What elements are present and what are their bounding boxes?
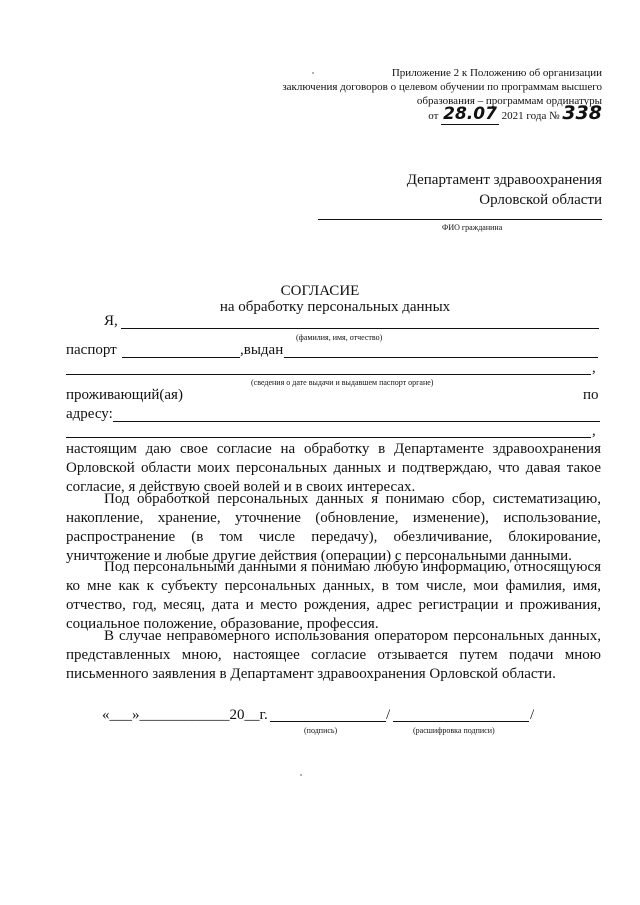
issued-details-field[interactable] bbox=[66, 374, 591, 375]
paragraph-revocation: В случае неправомерного использования оператором персональных данных, представленных мною, настоящее согласие отзывается путем подачи мною письменного заявления в Департамент здравоохранения Орловской области. bbox=[66, 628, 601, 682]
po-label: по bbox=[583, 387, 599, 403]
number-handwritten: 338 bbox=[562, 102, 602, 124]
paragraph-personal-data: Под персональными данными я понимаю любую информацию, относящуюся ко мне как к субъекту персональных данных, в том числе, мои фамилия, имя, отчество, год, месяц, дата и место рождения, адрес регистрации и проживания, социальное положение, образование, профессия. bbox=[66, 559, 601, 632]
signature-field[interactable] bbox=[270, 721, 386, 722]
i-label: Я, bbox=[104, 313, 118, 329]
fullname-field[interactable] bbox=[121, 328, 599, 329]
fio-line[interactable] bbox=[318, 219, 602, 220]
residing-label: проживающий(ая) bbox=[66, 387, 183, 403]
signature-caption: (подпись) bbox=[304, 726, 338, 735]
date-handwritten: 28.07 bbox=[443, 104, 497, 124]
address-field-2[interactable] bbox=[66, 437, 591, 438]
document-title: СОГЛАСИЕ bbox=[280, 283, 360, 299]
issued-comma: , bbox=[592, 360, 596, 376]
recipient-line-1: Департамент здравоохранения bbox=[406, 172, 602, 188]
signature-slash-1: / bbox=[386, 707, 391, 723]
document-subtitle: на обработку персональных данных bbox=[219, 299, 451, 315]
signature-decode-caption: (расшифровка подписи) bbox=[413, 726, 495, 735]
address-comma: , bbox=[592, 423, 596, 439]
fio-caption: ФИО гражданина bbox=[442, 223, 503, 232]
recipient-line-2: Орловской области bbox=[479, 192, 602, 208]
paragraph-consent: настоящим даю свое согласие на обработку в Департаменте здравоохранения Орловской области моих персональных данных и подтверждаю, что давая такое согласие, я действую своей волей и в своих интересах. bbox=[66, 441, 601, 495]
scan-speck bbox=[312, 72, 314, 74]
issued-caption: (сведения о дате выдачи и выдавшем паспорт органе) bbox=[251, 378, 434, 387]
signature-decode-field[interactable] bbox=[393, 721, 529, 722]
address-label: адресу: bbox=[66, 406, 113, 422]
issued-label: ,выдан bbox=[240, 342, 284, 358]
passport-label: паспорт bbox=[66, 342, 117, 358]
appendix-line-1: Приложение 2 к Положению об организации bbox=[391, 67, 602, 79]
passport-field[interactable] bbox=[122, 357, 240, 358]
issued-field[interactable] bbox=[284, 357, 598, 358]
signature-slash-2: / bbox=[530, 707, 535, 723]
appendix-line-3: образования – программам ординатуры bbox=[416, 95, 602, 107]
appendix-line-2: заключения договоров о целевом обучении по программам высшего bbox=[282, 81, 602, 93]
scan-speck bbox=[300, 774, 302, 776]
date-suffix: 2021 года № bbox=[501, 110, 560, 122]
paragraph-processing: Под обработкой персональных данных я понимаю сбор, систематизацию, накопление, хранение, уточнение (обновление, изменение), использование, распространение (в том числе передачу), обезличивание, блокирование, уничтожение и любые другие действия (операции) с персональными данными. bbox=[66, 491, 601, 564]
date-prefix: от bbox=[428, 110, 439, 122]
appendix-date-line bbox=[428, 102, 602, 124]
signature-date[interactable]: «___»____________20__г. bbox=[102, 707, 268, 723]
fullname-caption: (фамилия, имя, отчество) bbox=[296, 333, 383, 342]
address-field[interactable] bbox=[113, 421, 600, 422]
